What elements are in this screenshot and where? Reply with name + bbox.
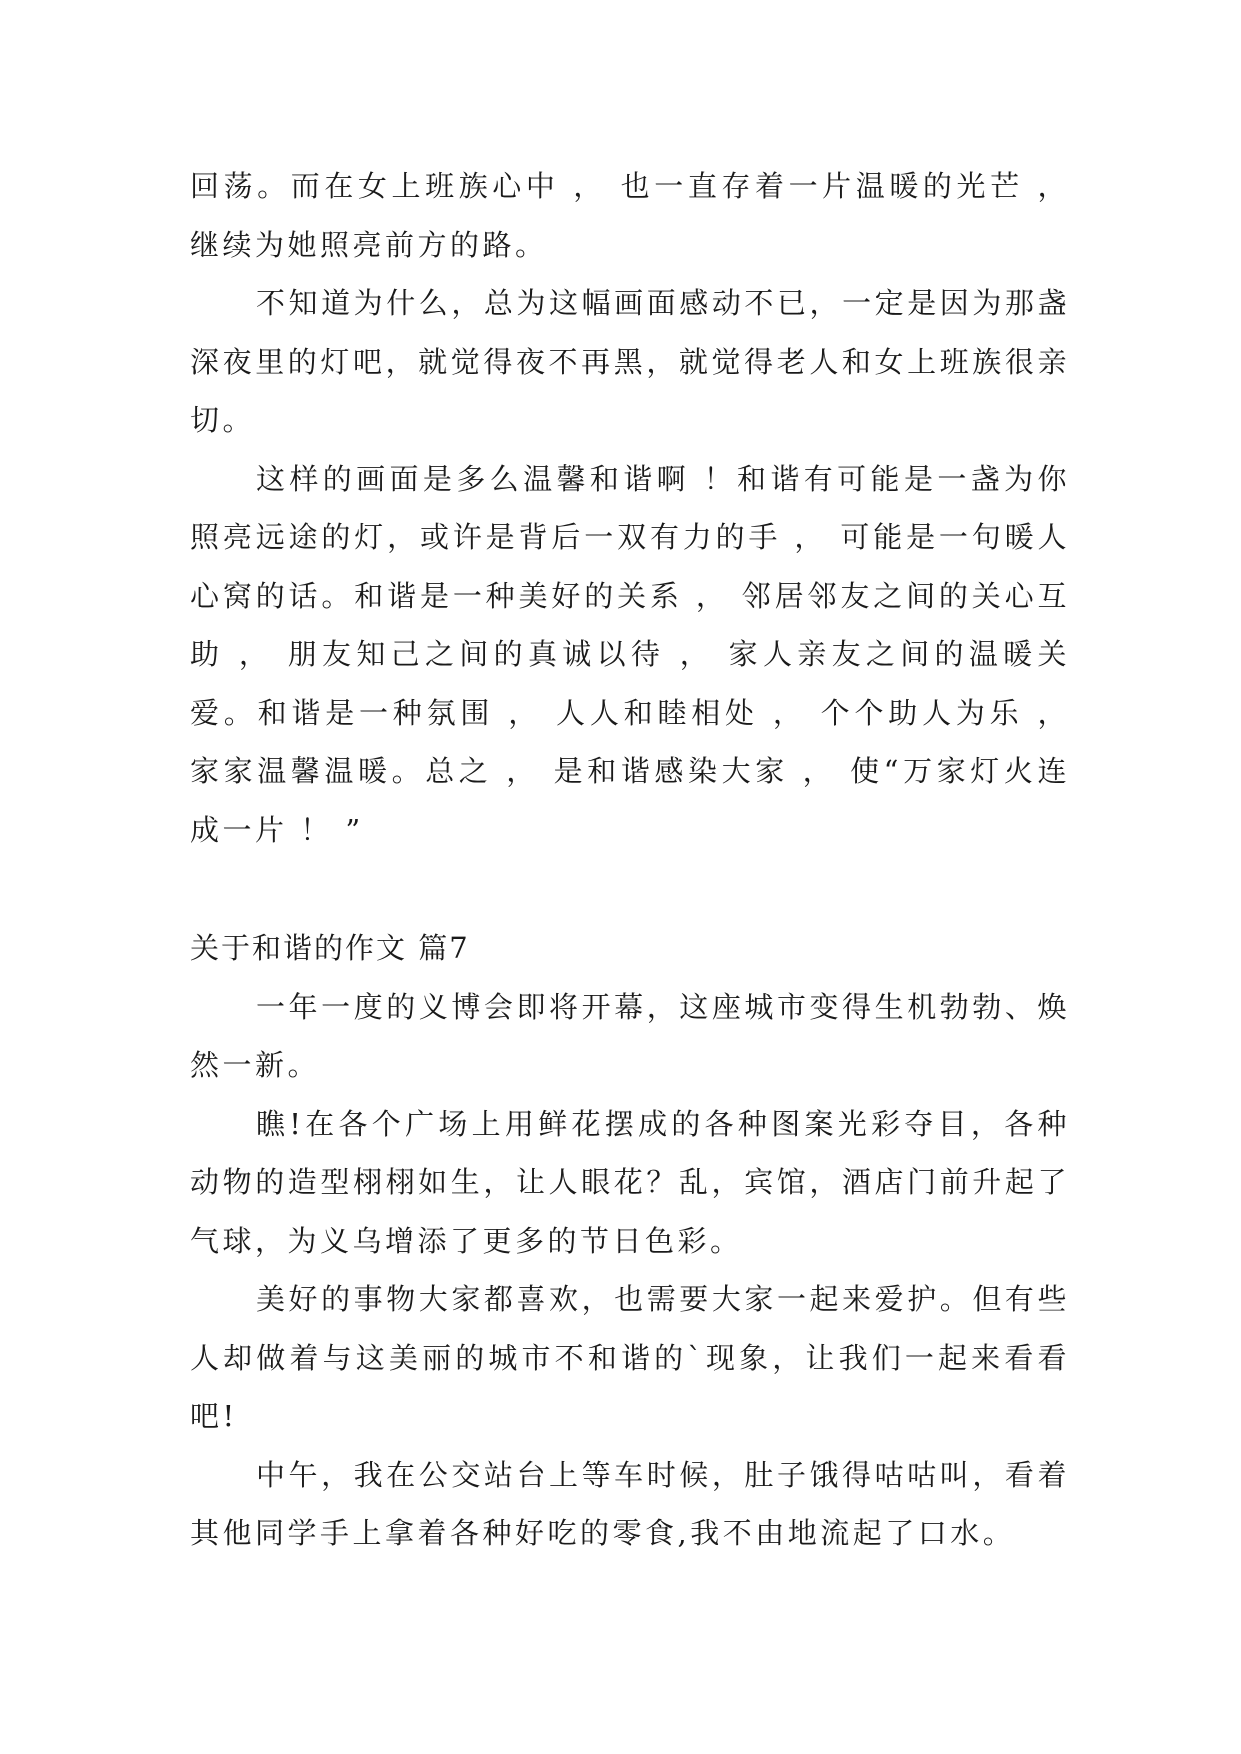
paragraph: 美好的事物大家都喜欢，也需要大家一起来爱护。但有些人却做着与这美丽的城市不和谐的`现象，让我们一起来看看吧! (190, 1282, 1070, 1433)
paragraph: 中午，我在公交站台上等车时候，肚子饿得咕咕叫，看着其他同学手上拿着各种好吃的零食,我不由地流起了口水。 (190, 1457, 1070, 1550)
paragraph: 不知道为什么，总为这幅画面感动不已，一定是因为那盏深夜里的灯吧，就觉得夜不再黑，就觉得老人和女上班族很亲切。 (190, 286, 1070, 437)
paragraph: 这样的画面是多么温馨和谐啊 ！和谐有可能是一盏为你照亮远途的灯，或许是背后一双有力的手 ， 可能是一句暖人心窝的话。和谐是一种美好的关系 ， 邻居邻友之间的关心互助 ， 朋友知己之间的真诚以待 ， 家人亲友之间的温暖关爱。和谐是一种氛围 ， 人人和睦相处 ， 个个助人为乐 ， 家家温馨温暖。总之 ， 是和谐感染大家 ， 使“万家灯火连成一片 ！ ” (190, 461, 1070, 847)
paragraph: 回荡。而在女上班族心中 ， 也一直存着一片温暖的光芒 ，继续为她照亮前方的路。 (190, 169, 1070, 262)
section-heading: 关于和谐的作文 篇7 (190, 931, 470, 965)
paragraph: 瞧!在各个广场上用鲜花摆成的各种图案光彩夺目，各种动物的造型栩栩如生，让人眼花？乱，宾馆，酒店门前升起了气球，为义乌增添了更多的节日色彩。 (190, 1106, 1070, 1258)
paragraph: 一年一度的义博会即将开幕，这座城市变得生机勃勃、焕然一新。 (190, 989, 1070, 1082)
document-page (190, 157, 1070, 1563)
